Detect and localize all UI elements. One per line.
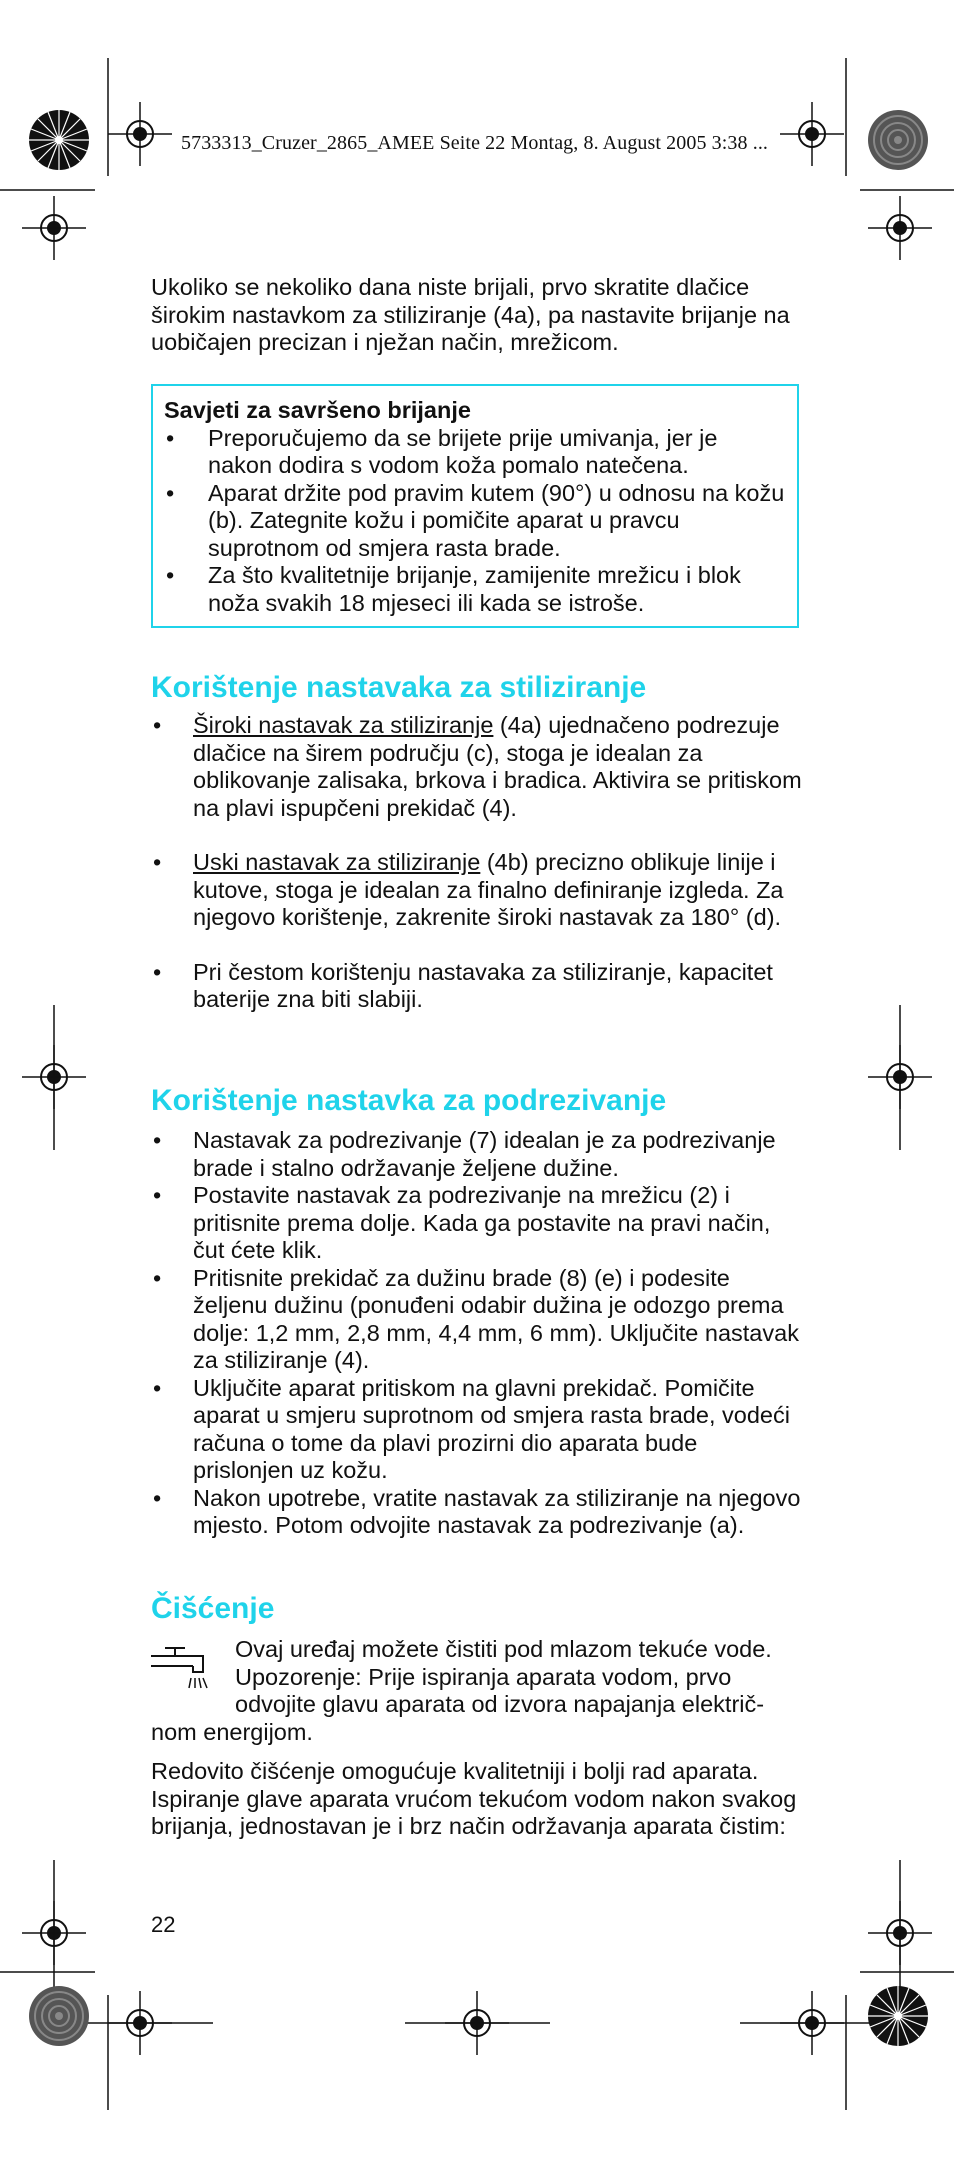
list-item <box>151 959 803 1014</box>
faucet-icon <box>151 1642 211 1692</box>
item-text: (4b) precizno oblikuje linije i kutove, stoga je idealan za finalno definiranje izgleda. Za njegovo korištenje, zakrenite široki nastavak za 180° (d). <box>193 849 784 930</box>
cleaning-paragraph: Redovito čišćenje omogućuje kvalitetniji i bolji rad aparata. Ispiranje glave aparata vrućom tekućom vodom nakon svakog brijanja, jednostavan je i brz način održavanja aparata čistim: <box>151 1758 797 1839</box>
section-heading-styling: Korištenje nastavaka za stiliziranje <box>151 671 647 704</box>
list-item: • Za što kvalitetnije brijanje, zamijenite mrežicu i blok noža svakih 18 mjeseci ili kada se istroše. <box>164 562 787 617</box>
list-item <box>151 849 803 932</box>
tips-box <box>151 384 799 628</box>
list-item: • Postavite nastavak za podrezivanje na mrežicu (2) i pritisnite prema dolje. Kada ga postavite na pravi način, čut ćete klik. <box>151 1182 803 1265</box>
list-item <box>151 712 803 822</box>
list-item: • Nastavak za podrezivanje (7) idealan je za podrezivanje brade i stalno održavanje željene dužine. <box>151 1127 803 1182</box>
cleaning-warning-tail: nom energijom. <box>151 1718 313 1745</box>
item-text: (4a) ujednačeno podrezuje dlačice na širem području (c), stoga je idealan za oblikovanje zalisaka, brkova i bradica. Aktivira se pritiskom na plavi ispupčeni prekidač (4). <box>193 712 802 821</box>
item-text: Pri čestom korištenju nastavaka za stiliziranje, kapacitet baterije zna biti slabiji. <box>193 958 773 1012</box>
tips-title: Savjeti za savršeno brijanje <box>164 397 471 423</box>
underlined-term: Široki nastavak za stiliziranje <box>193 712 494 738</box>
underlined-term: Uski nastavak za stiliziranje <box>193 849 481 875</box>
styling-list <box>151 712 803 1041</box>
print-slug: 5733313_Cruzer_2865_AMEE Seite 22 Montag, 8. August 2005 3:38 ... <box>181 132 769 154</box>
section-heading-cleaning: Čišćenje <box>151 1592 275 1625</box>
list-item: • Pritisnite prekidač za dužinu brade (8) (e) i podesite željenu dužinu (ponuđeni odabir dužina je odozgo prema dolje: 1,2 mm, 2,8 mm, 4,4 mm, 6 mm). Uključite nastavak za stiliziranje (4). <box>151 1265 803 1375</box>
cleaning-warning-text: Ovaj uređaj možete čistiti pod mlazom tekuće vode. Upozorenje: Prije ispiranja aparata vodom, prvo odvojite glavu aparata od izvora napajanja električ- <box>235 1636 772 1717</box>
trimmer-list <box>151 1127 803 1540</box>
list-item: • Aparat držite pod pravim kutem (90°) u odnosu na kožu (b). Zategnite kožu i pomičite aparat u pravcu suprotnom od smjera rasta brade. <box>164 480 787 563</box>
list-item: • Preporučujemo da se brijete prije umivanja, jer je nakon dodira s vodom koža pomalo natečena. <box>164 425 787 480</box>
page-number: 22 <box>151 1912 176 1937</box>
cleaning-warning <box>151 1636 803 1746</box>
tips-list <box>164 425 787 618</box>
intro-paragraph: Ukoliko se nekoliko dana niste brijali, prvo skratite dlačice širokim nastavkom za stiliziranje (4a), pa nastavite brijanje na uobičajen precizan i nježan način, mrežicom. <box>151 274 790 355</box>
list-item: • Nakon upotrebe, vratite nastavak za stiliziranje na njegovo mjesto. Potom odvojite nastavak za podrezivanje (a). <box>151 1485 803 1540</box>
section-heading-trimmer: Korištenje nastavka za podrezivanje <box>151 1084 667 1117</box>
list-item: • Uključite aparat pritiskom na glavni prekidač. Pomičite aparat u smjeru suprotnom od smjera rasta brade, vodeći računa o tome da plavi prozirni dio aparata bude prislonjen uz kožu. <box>151 1375 803 1485</box>
